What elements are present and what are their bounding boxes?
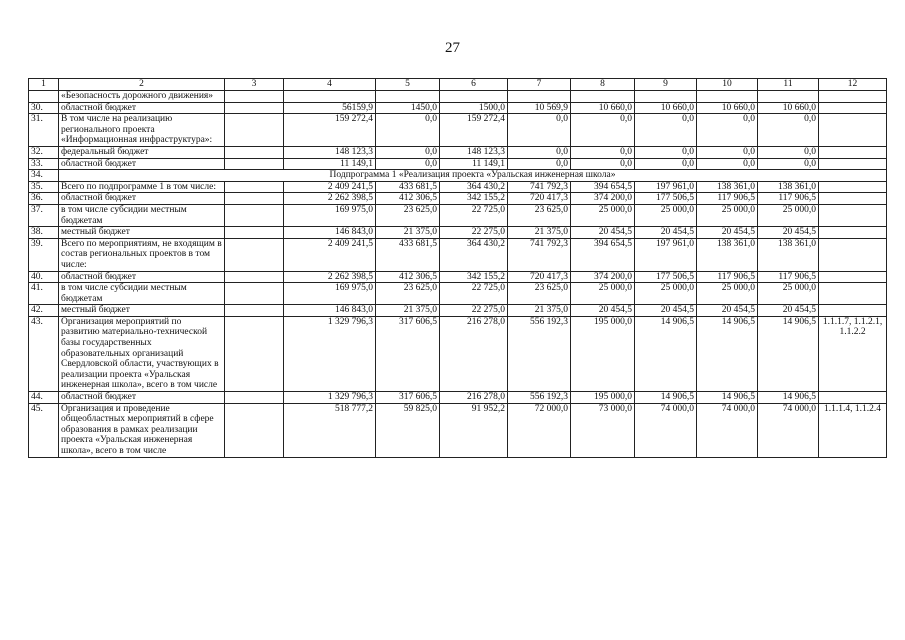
value-cell: 0,0	[758, 114, 819, 147]
value-cell: 364 430,2	[440, 238, 508, 271]
value-cell: 14 906,5	[697, 392, 758, 404]
value-cell: 0,0	[635, 146, 697, 158]
row-description: в том числе субсидии местным бюджетам	[59, 283, 225, 305]
value-cell: 25 000,0	[758, 204, 819, 226]
value-cell: 0,0	[635, 114, 697, 147]
value-cell: 11 149,1	[284, 158, 376, 170]
column-3-cell	[225, 316, 284, 391]
row-number: 37.	[29, 204, 59, 226]
value-cell: 0,0	[376, 146, 440, 158]
row-number: 43.	[29, 316, 59, 391]
table-row	[29, 305, 887, 317]
target-indicators-cell	[819, 146, 887, 158]
target-indicators-cell	[819, 102, 887, 114]
table-row	[29, 204, 887, 226]
value-cell: 56159,9	[284, 102, 376, 114]
value-cell: 159 272,4	[284, 114, 376, 147]
value-cell: 0,0	[376, 114, 440, 147]
value-cell: 0,0	[758, 146, 819, 158]
value-cell: 216 278,0	[440, 316, 508, 391]
value-cell: 556 192,3	[508, 316, 571, 391]
target-indicators-cell	[819, 193, 887, 205]
column-header: 10	[697, 79, 758, 91]
value-cell: 25 000,0	[571, 283, 635, 305]
value-cell: 25 000,0	[635, 283, 697, 305]
row-description: областной бюджет	[59, 392, 225, 404]
target-indicators-cell	[819, 181, 887, 193]
table-row	[29, 238, 887, 271]
row-number: 34.	[29, 170, 59, 182]
value-cell: 2 262 398,5	[284, 271, 376, 283]
header-row	[29, 79, 887, 91]
row-number: 31.	[29, 114, 59, 147]
value-cell: 14 906,5	[758, 316, 819, 391]
value-cell: 433 681,5	[376, 238, 440, 271]
target-indicators-cell	[819, 91, 887, 103]
column-header: 1	[29, 79, 59, 91]
value-cell: 21 375,0	[508, 227, 571, 239]
value-cell: 394 654,5	[571, 238, 635, 271]
value-cell: 374 200,0	[571, 193, 635, 205]
column-header: 6	[440, 79, 508, 91]
row-number: 40.	[29, 271, 59, 283]
value-cell: 0,0	[697, 114, 758, 147]
value-cell: 23 625,0	[508, 283, 571, 305]
value-cell: 1450,0	[376, 102, 440, 114]
value-cell: 317 606,5	[376, 316, 440, 391]
value-cell: 59 825,0	[376, 403, 440, 457]
value-cell: 0,0	[571, 114, 635, 147]
row-number: 35.	[29, 181, 59, 193]
value-cell: 21 375,0	[508, 305, 571, 317]
value-cell: 25 000,0	[697, 283, 758, 305]
value-cell: 91 952,2	[440, 403, 508, 457]
value-cell: 2 409 241,5	[284, 238, 376, 271]
value-cell: 117 906,5	[697, 193, 758, 205]
row-number: 30.	[29, 102, 59, 114]
target-indicators-cell	[819, 305, 887, 317]
row-number: 33.	[29, 158, 59, 170]
value-cell: 22 725,0	[440, 283, 508, 305]
value-cell: 556 192,3	[508, 392, 571, 404]
value-cell: 21 375,0	[376, 227, 440, 239]
value-cell: 20 454,5	[635, 305, 697, 317]
value-cell: 0,0	[376, 158, 440, 170]
column-3-cell	[225, 271, 284, 283]
value-cell: 412 306,5	[376, 193, 440, 205]
row-description: В том числе на реализацию регионального проекта «Информационная инфраструктура»:	[59, 114, 225, 147]
column-3-cell	[225, 193, 284, 205]
value-cell: 138 361,0	[758, 181, 819, 193]
value-cell: 73 000,0	[571, 403, 635, 457]
row-number: 41.	[29, 283, 59, 305]
value-cell	[508, 91, 571, 103]
column-header: 7	[508, 79, 571, 91]
column-3-cell	[225, 114, 284, 147]
value-cell: 20 454,5	[758, 305, 819, 317]
value-cell: 23 625,0	[376, 283, 440, 305]
value-cell: 10 660,0	[697, 102, 758, 114]
column-header: 12	[819, 79, 887, 91]
page-number: 27	[445, 40, 460, 56]
value-cell: 720 417,3	[508, 271, 571, 283]
value-cell: 14 906,5	[697, 316, 758, 391]
value-cell: 364 430,2	[440, 181, 508, 193]
row-description: местный бюджет	[59, 305, 225, 317]
value-cell: 14 906,5	[635, 316, 697, 391]
value-cell: 25 000,0	[758, 283, 819, 305]
column-header: 2	[59, 79, 225, 91]
column-header: 4	[284, 79, 376, 91]
table-row	[29, 392, 887, 404]
value-cell: 342 155,2	[440, 271, 508, 283]
column-3-cell	[225, 227, 284, 239]
value-cell: 518 777,2	[284, 403, 376, 457]
value-cell: 23 625,0	[376, 204, 440, 226]
table-row	[29, 403, 887, 457]
value-cell: 117 906,5	[697, 271, 758, 283]
value-cell: 169 975,0	[284, 204, 376, 226]
table-row	[29, 102, 887, 114]
value-cell: 2 262 398,5	[284, 193, 376, 205]
table-row	[29, 91, 887, 103]
value-cell: 412 306,5	[376, 271, 440, 283]
value-cell	[758, 91, 819, 103]
value-cell: 0,0	[697, 146, 758, 158]
value-cell: 10 660,0	[635, 102, 697, 114]
value-cell: 741 792,3	[508, 181, 571, 193]
target-indicators-cell	[819, 238, 887, 271]
value-cell: 197 961,0	[635, 238, 697, 271]
value-cell: 74 000,0	[635, 403, 697, 457]
column-header: 8	[571, 79, 635, 91]
target-indicators-cell	[819, 271, 887, 283]
value-cell: 177 506,5	[635, 193, 697, 205]
value-cell: 195 000,0	[571, 392, 635, 404]
value-cell	[697, 91, 758, 103]
row-description: «Безопасность дорожного движения»	[59, 91, 225, 103]
row-number: 32.	[29, 146, 59, 158]
value-cell: 317 606,5	[376, 392, 440, 404]
table-row	[29, 193, 887, 205]
row-number: 42.	[29, 305, 59, 317]
table-row	[29, 271, 887, 283]
column-3-cell	[225, 146, 284, 158]
subprogram-title: Подпрограмма 1 «Реализация проекта «Уральская инженерная школа»	[59, 170, 887, 182]
value-cell: 216 278,0	[440, 392, 508, 404]
column-3-cell	[225, 204, 284, 226]
value-cell: 14 906,5	[635, 392, 697, 404]
value-cell: 20 454,5	[571, 305, 635, 317]
row-description: Всего по подпрограмме 1 в том числе:	[59, 181, 225, 193]
value-cell: 433 681,5	[376, 181, 440, 193]
value-cell: 0,0	[571, 158, 635, 170]
value-cell: 25 000,0	[571, 204, 635, 226]
value-cell: 0,0	[508, 158, 571, 170]
column-3-cell	[225, 158, 284, 170]
value-cell: 1500,0	[440, 102, 508, 114]
row-description: федеральный бюджет	[59, 146, 225, 158]
value-cell: 22 275,0	[440, 227, 508, 239]
value-cell: 741 792,3	[508, 238, 571, 271]
value-cell: 74 000,0	[758, 403, 819, 457]
value-cell: 74 000,0	[697, 403, 758, 457]
value-cell: 0,0	[508, 114, 571, 147]
target-indicators-cell	[819, 392, 887, 404]
value-cell: 0,0	[508, 146, 571, 158]
value-cell: 25 000,0	[635, 204, 697, 226]
value-cell: 10 660,0	[758, 102, 819, 114]
value-cell: 0,0	[758, 158, 819, 170]
row-number: 45.	[29, 403, 59, 457]
table-row	[29, 316, 887, 391]
column-3-cell	[225, 403, 284, 457]
value-cell	[571, 91, 635, 103]
value-cell: 25 000,0	[697, 204, 758, 226]
target-indicators-cell: 1.1.1.7, 1.1.2.1, 1.1.2.2	[819, 316, 887, 391]
value-cell: 146 843,0	[284, 227, 376, 239]
row-description: Организация и проведение общеобластных мероприятий в сфере образования в рамках реализации проекта «Уральская инженерная школа», всего в том числе	[59, 403, 225, 457]
column-header: 3	[225, 79, 284, 91]
table-row	[29, 146, 887, 158]
value-cell: 177 506,5	[635, 271, 697, 283]
value-cell: 117 906,5	[758, 193, 819, 205]
table-row	[29, 227, 887, 239]
target-indicators-cell	[819, 204, 887, 226]
value-cell	[635, 91, 697, 103]
value-cell: 22 725,0	[440, 204, 508, 226]
value-cell: 20 454,5	[697, 305, 758, 317]
row-description: областной бюджет	[59, 271, 225, 283]
value-cell: 195 000,0	[571, 316, 635, 391]
row-number: 44.	[29, 392, 59, 404]
row-number	[29, 91, 59, 103]
row-description: Организация мероприятий по развитию материально-технической базы государственных образовательных организаций Свердловской области, участвующих в реализации проекта «Уральская инженерная школа», всего в том числе	[59, 316, 225, 391]
table-row	[29, 170, 887, 182]
value-cell	[284, 91, 376, 103]
value-cell: 0,0	[635, 158, 697, 170]
column-3-cell	[225, 305, 284, 317]
value-cell	[376, 91, 440, 103]
value-cell: 117 906,5	[758, 271, 819, 283]
column-3-cell	[225, 102, 284, 114]
column-3-cell	[225, 392, 284, 404]
value-cell: 20 454,5	[635, 227, 697, 239]
row-description: в том числе субсидии местным бюджетам	[59, 204, 225, 226]
row-description: областной бюджет	[59, 193, 225, 205]
value-cell: 72 000,0	[508, 403, 571, 457]
value-cell: 2 409 241,5	[284, 181, 376, 193]
value-cell: 23 625,0	[508, 204, 571, 226]
value-cell: 148 123,3	[284, 146, 376, 158]
value-cell: 1 329 796,3	[284, 316, 376, 391]
value-cell: 146 843,0	[284, 305, 376, 317]
table-row	[29, 158, 887, 170]
column-3-cell	[225, 181, 284, 193]
column-header: 5	[376, 79, 440, 91]
value-cell: 138 361,0	[758, 238, 819, 271]
value-cell	[440, 91, 508, 103]
target-indicators-cell	[819, 114, 887, 147]
value-cell: 159 272,4	[440, 114, 508, 147]
value-cell: 21 375,0	[376, 305, 440, 317]
row-description: Всего по мероприятиям, не входящим в состав региональных проектов в том числе:	[59, 238, 225, 271]
row-number: 39.	[29, 238, 59, 271]
row-number: 36.	[29, 193, 59, 205]
column-header: 9	[635, 79, 697, 91]
value-cell: 138 361,0	[697, 238, 758, 271]
row-description: областной бюджет	[59, 102, 225, 114]
value-cell: 374 200,0	[571, 271, 635, 283]
value-cell: 11 149,1	[440, 158, 508, 170]
value-cell: 197 961,0	[635, 181, 697, 193]
value-cell: 342 155,2	[440, 193, 508, 205]
value-cell: 394 654,5	[571, 181, 635, 193]
value-cell: 14 906,5	[758, 392, 819, 404]
value-cell: 10 569,9	[508, 102, 571, 114]
target-indicators-cell	[819, 283, 887, 305]
target-indicators-cell	[819, 227, 887, 239]
value-cell: 148 123,3	[440, 146, 508, 158]
value-cell: 169 975,0	[284, 283, 376, 305]
table-row	[29, 114, 887, 147]
column-3-cell	[225, 238, 284, 271]
value-cell: 1 329 796,3	[284, 392, 376, 404]
value-cell: 138 361,0	[697, 181, 758, 193]
value-cell: 0,0	[571, 146, 635, 158]
budget-table	[28, 78, 887, 458]
row-number: 38.	[29, 227, 59, 239]
table-row	[29, 283, 887, 305]
row-description: областной бюджет	[59, 158, 225, 170]
value-cell: 20 454,5	[697, 227, 758, 239]
table-row	[29, 181, 887, 193]
column-header: 11	[758, 79, 819, 91]
value-cell: 0,0	[697, 158, 758, 170]
target-indicators-cell	[819, 158, 887, 170]
row-description: местный бюджет	[59, 227, 225, 239]
value-cell: 720 417,3	[508, 193, 571, 205]
value-cell: 20 454,5	[758, 227, 819, 239]
value-cell: 20 454,5	[571, 227, 635, 239]
column-3-cell	[225, 283, 284, 305]
target-indicators-cell: 1.1.1.4, 1.1.2.4	[819, 403, 887, 457]
value-cell: 22 275,0	[440, 305, 508, 317]
value-cell: 10 660,0	[571, 102, 635, 114]
column-3-cell	[225, 91, 284, 103]
